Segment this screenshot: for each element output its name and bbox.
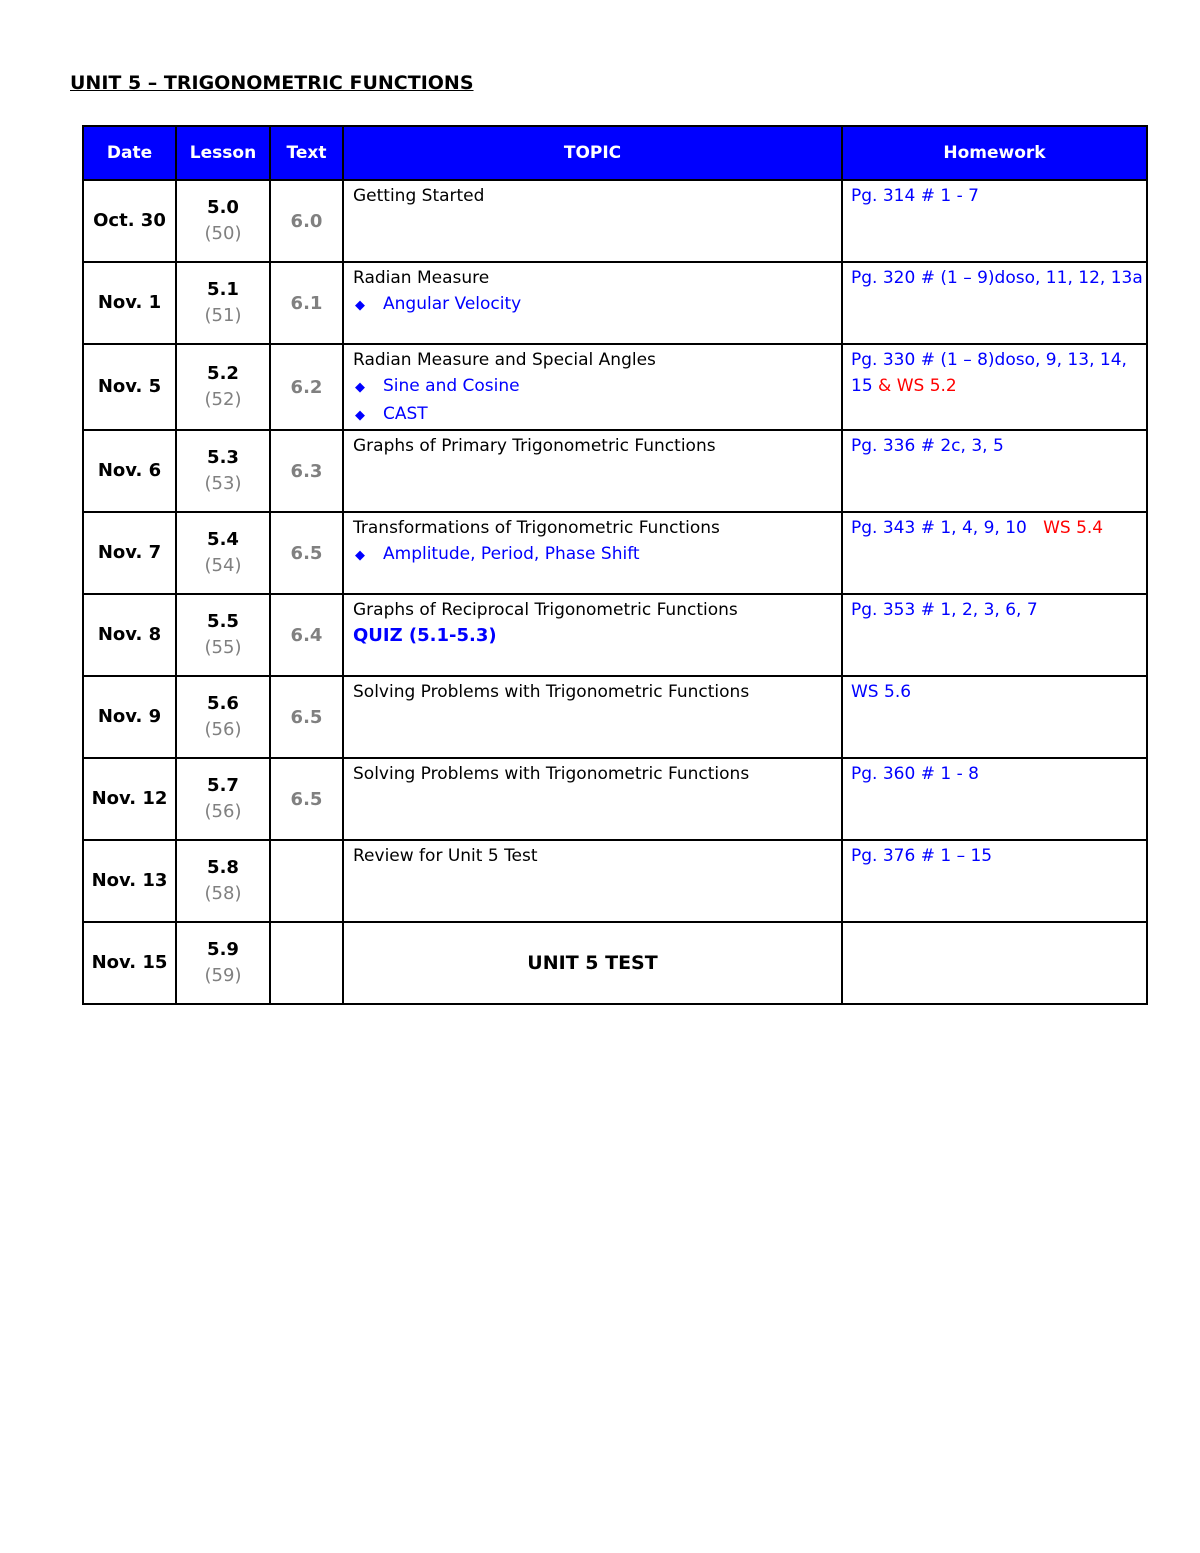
topic-title: Graphs of Reciprocal Trigonometric Functions xyxy=(353,600,738,620)
homework-worksheet: & WS 5.2 xyxy=(878,376,957,396)
topic-cell xyxy=(343,344,842,430)
topic-title: Graphs of Primary Trigonometric Functions xyxy=(353,436,716,456)
lesson-number: 5.8 xyxy=(207,857,239,878)
homework-cell xyxy=(842,758,1147,840)
lesson-cell xyxy=(176,594,270,676)
topic-title: Review for Unit 5 Test xyxy=(353,846,538,866)
text-section-cell: 6.5 xyxy=(270,512,343,594)
homework-text: Pg. 314 # 1 - 7 xyxy=(851,186,979,206)
homework-text: Pg. 353 # 1, 2, 3, 6, 7 xyxy=(851,600,1038,620)
homework-cell xyxy=(842,594,1147,676)
lesson-day: (56) xyxy=(204,801,242,822)
date-cell: Nov. 1 xyxy=(83,262,176,344)
lesson-number: 5.0 xyxy=(207,197,239,218)
table-row xyxy=(83,758,1147,840)
unit-test-cell: UNIT 5 TEST xyxy=(343,922,842,1004)
schedule-table xyxy=(82,125,1148,1005)
table-header-row xyxy=(83,126,1147,180)
topic-cell xyxy=(343,758,842,840)
lesson-number: 5.5 xyxy=(207,611,239,632)
date-cell: Nov. 15 xyxy=(83,922,176,1004)
lesson-cell xyxy=(176,922,270,1004)
homework-text: Pg. 320 # (1 – 9)doso, 11, 12, 13a xyxy=(851,268,1143,288)
bullet-text: CAST xyxy=(383,404,428,424)
homework-text: WS 5.6 xyxy=(851,682,912,702)
lesson-day: (53) xyxy=(204,473,242,494)
lesson-cell xyxy=(176,344,270,430)
lesson-day: (52) xyxy=(204,389,242,410)
diamond-bullet-icon: ◆ xyxy=(355,408,365,423)
topic-bullet xyxy=(353,373,841,401)
topic-title: Radian Measure and Special Angles xyxy=(353,350,656,370)
table-row xyxy=(83,594,1147,676)
lesson-day: (55) xyxy=(204,637,242,658)
date-cell: Oct. 30 xyxy=(83,180,176,262)
homework-cell xyxy=(842,676,1147,758)
table-row xyxy=(83,344,1147,430)
table-row xyxy=(83,676,1147,758)
date-cell: Nov. 13 xyxy=(83,840,176,922)
lesson-number: 5.4 xyxy=(207,529,239,550)
topic-cell xyxy=(343,262,842,344)
text-section-cell: 6.3 xyxy=(270,430,343,512)
homework-cell xyxy=(842,344,1147,430)
lesson-day: (58) xyxy=(204,883,242,904)
text-section-cell: 6.1 xyxy=(270,262,343,344)
homework-text: Pg. 376 # 1 – 15 xyxy=(851,846,993,866)
header-lesson: Lesson xyxy=(176,126,270,180)
homework-text: Pg. 336 # 2c, 3, 5 xyxy=(851,436,1004,456)
homework-cell xyxy=(842,180,1147,262)
header-text: Text xyxy=(270,126,343,180)
lesson-day: (50) xyxy=(204,223,242,244)
homework-cell xyxy=(842,430,1147,512)
date-cell: Nov. 9 xyxy=(83,676,176,758)
lesson-cell xyxy=(176,262,270,344)
topic-cell xyxy=(343,676,842,758)
bullet-text: Sine and Cosine xyxy=(383,376,520,396)
header-date: Date xyxy=(83,126,176,180)
text-section-cell: 6.5 xyxy=(270,758,343,840)
homework-text: Pg. 330 # (1 – 8)doso, 9, 13, 14, 15 xyxy=(851,350,1127,396)
homework-cell xyxy=(842,922,1147,1004)
topic-cell xyxy=(343,594,842,676)
lesson-cell xyxy=(176,758,270,840)
topic-title: Radian Measure xyxy=(353,268,490,288)
date-cell: Nov. 8 xyxy=(83,594,176,676)
quiz-label: QUIZ (5.1-5.3) xyxy=(353,625,497,646)
lesson-cell xyxy=(176,180,270,262)
lesson-cell xyxy=(176,676,270,758)
lesson-number: 5.9 xyxy=(207,939,239,960)
diamond-bullet-icon: ◆ xyxy=(355,298,365,313)
text-section-cell: 6.2 xyxy=(270,344,343,430)
table-row xyxy=(83,180,1147,262)
date-cell: Nov. 12 xyxy=(83,758,176,840)
homework-cell xyxy=(842,262,1147,344)
diamond-bullet-icon: ◆ xyxy=(355,380,365,395)
date-cell: Nov. 6 xyxy=(83,430,176,512)
lesson-day: (54) xyxy=(204,555,242,576)
topic-cell xyxy=(343,840,842,922)
topic-cell xyxy=(343,180,842,262)
lesson-number: 5.6 xyxy=(207,693,239,714)
topic-title: Getting Started xyxy=(353,186,485,206)
table-row xyxy=(83,262,1147,344)
table-row xyxy=(83,840,1147,922)
homework-text: Pg. 360 # 1 - 8 xyxy=(851,764,979,784)
lesson-day: (51) xyxy=(204,305,242,326)
homework-worksheet: WS 5.4 xyxy=(1043,518,1104,538)
text-section-cell xyxy=(270,922,343,1004)
topic-title: Transformations of Trigonometric Functions xyxy=(353,518,720,538)
topic-bullet xyxy=(353,401,841,429)
lesson-number: 5.3 xyxy=(207,447,239,468)
bullet-text: Amplitude, Period, Phase Shift xyxy=(383,544,640,564)
header-homework: Homework xyxy=(842,126,1147,180)
lesson-cell xyxy=(176,512,270,594)
header-topic: TOPIC xyxy=(343,126,842,180)
bullet-text: Angular Velocity xyxy=(383,294,522,314)
homework-cell xyxy=(842,840,1147,922)
page-title: UNIT 5 – TRIGONOMETRIC FUNCTIONS xyxy=(70,72,474,94)
text-section-cell: 6.0 xyxy=(270,180,343,262)
lesson-number: 5.7 xyxy=(207,775,239,796)
topic-bullet xyxy=(353,541,841,569)
table-row xyxy=(83,922,1147,1004)
topic-title: Solving Problems with Trigonometric Functions xyxy=(353,764,750,784)
date-cell: Nov. 5 xyxy=(83,344,176,430)
lesson-cell xyxy=(176,840,270,922)
topic-cell xyxy=(343,430,842,512)
lesson-day: (59) xyxy=(204,965,242,986)
topic-cell xyxy=(343,512,842,594)
date-cell: Nov. 7 xyxy=(83,512,176,594)
text-section-cell xyxy=(270,840,343,922)
lesson-day: (56) xyxy=(204,719,242,740)
table-row xyxy=(83,430,1147,512)
lesson-number: 5.1 xyxy=(207,279,239,300)
homework-text: Pg. 343 # 1, 4, 9, 10 xyxy=(851,518,1027,538)
lesson-number: 5.2 xyxy=(207,363,239,384)
diamond-bullet-icon: ◆ xyxy=(355,548,365,563)
text-section-cell: 6.4 xyxy=(270,594,343,676)
homework-cell xyxy=(842,512,1147,594)
text-section-cell: 6.5 xyxy=(270,676,343,758)
table-row xyxy=(83,512,1147,594)
topic-bullet xyxy=(353,291,841,319)
lesson-cell xyxy=(176,430,270,512)
topic-title: Solving Problems with Trigonometric Functions xyxy=(353,682,750,702)
